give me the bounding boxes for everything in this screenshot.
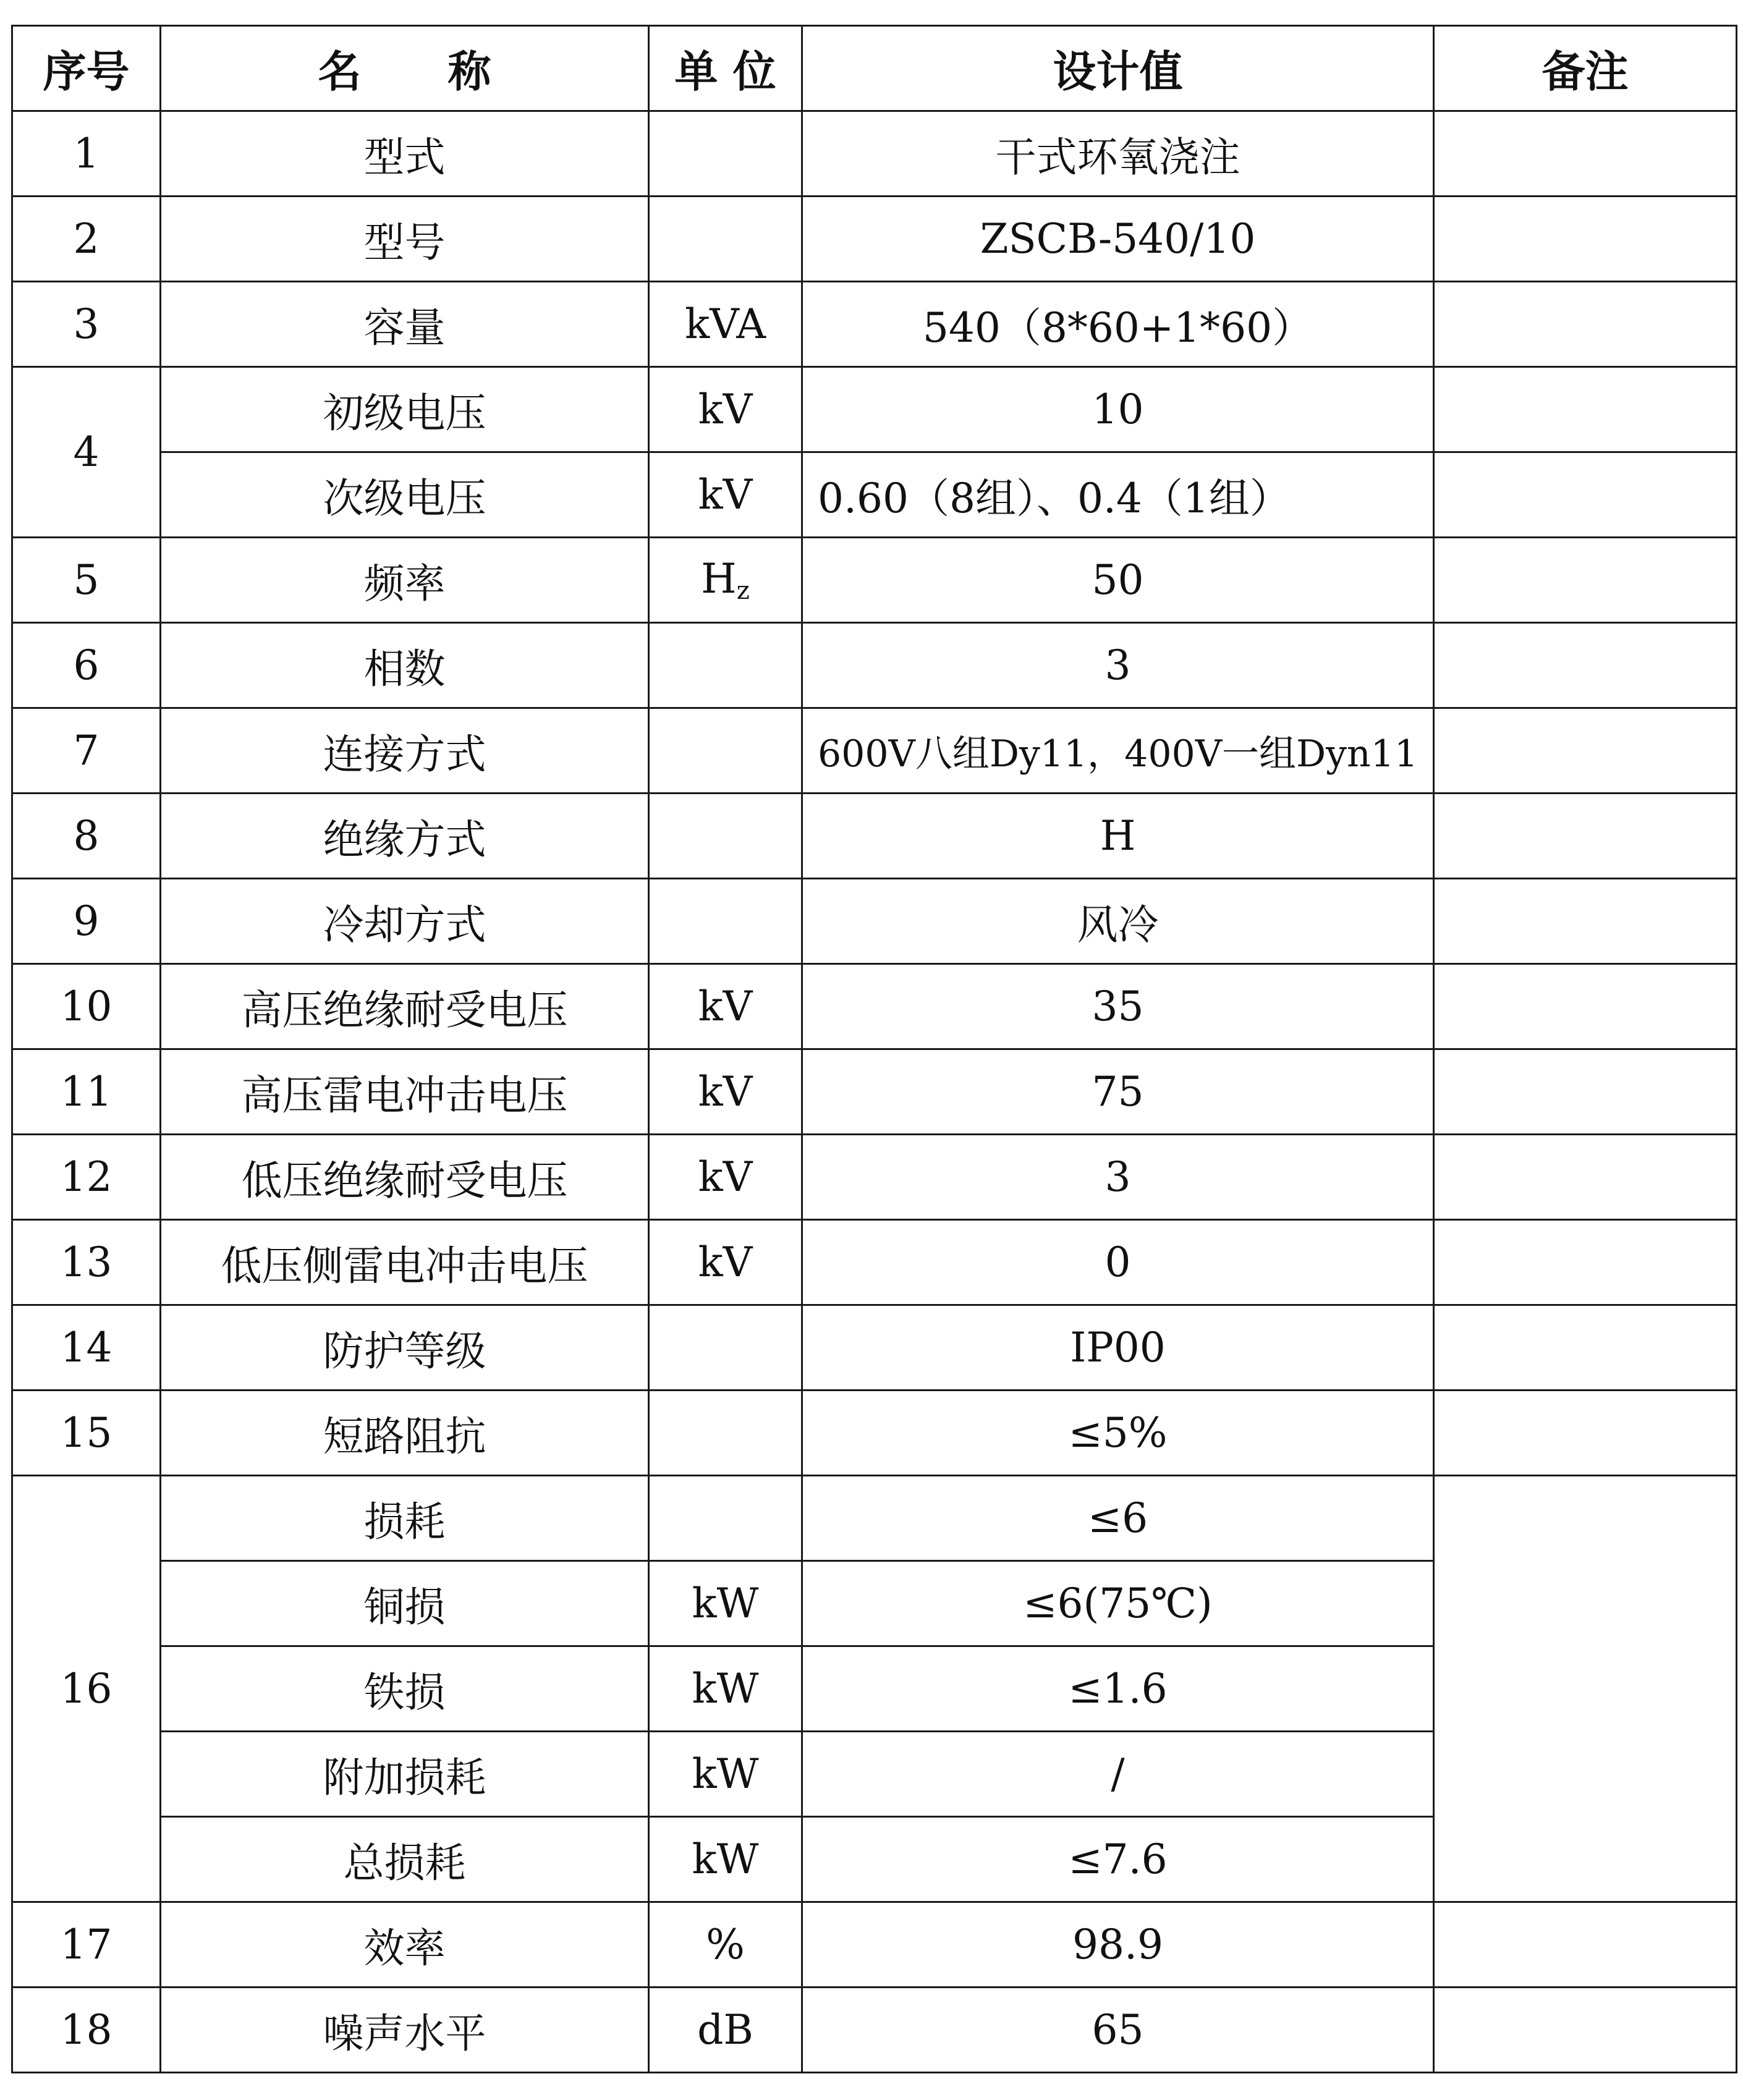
cell-note — [1434, 1476, 1737, 1902]
table-row — [12, 1988, 1737, 2073]
cell-name: 高压绝缘耐受电压 — [161, 964, 649, 1049]
cell-seq: 4 — [12, 367, 161, 538]
cell-name: 连接方式 — [161, 708, 649, 794]
cell-value: ZSCB-540/10 — [802, 197, 1434, 282]
cell-note — [1434, 1220, 1737, 1305]
table-row — [12, 538, 1737, 623]
table-row — [12, 794, 1737, 879]
cell-unit: dB — [649, 1988, 802, 2073]
table-row — [12, 964, 1737, 1049]
cell-unit — [649, 111, 802, 197]
cell-value: ≤1.6 — [802, 1646, 1434, 1732]
cell-value: 干式环氧浇注 — [802, 111, 1434, 197]
cell-name: 铁损 — [161, 1646, 649, 1732]
cell-name: 总损耗 — [161, 1817, 649, 1902]
header-name: 名 称 — [161, 26, 649, 111]
cell-value: 98.9 — [802, 1902, 1434, 1988]
cell-unit — [649, 1476, 802, 1561]
header-note: 备注 — [1434, 26, 1737, 111]
cell-name: 型号 — [161, 197, 649, 282]
cell-value: ≤6(75℃) — [802, 1561, 1434, 1646]
cell-seq: 11 — [12, 1049, 161, 1135]
cell-unit: kV — [649, 1220, 802, 1305]
cell-seq: 1 — [12, 111, 161, 197]
cell-seq: 18 — [12, 1988, 161, 2073]
cell-unit: kW — [649, 1561, 802, 1646]
cell-note — [1434, 708, 1737, 794]
cell-seq: 14 — [12, 1305, 161, 1391]
cell-unit: kV — [649, 367, 802, 452]
spec-table — [11, 25, 1737, 2073]
cell-unit: kVA — [649, 282, 802, 367]
cell-value: 0.60（8组）、0.4（1组） — [802, 452, 1434, 538]
cell-unit — [649, 197, 802, 282]
cell-note — [1434, 1391, 1737, 1476]
cell-seq: 5 — [12, 538, 161, 623]
cell-note — [1434, 111, 1737, 197]
cell-note — [1434, 1305, 1737, 1391]
cell-name: 容量 — [161, 282, 649, 367]
cell-seq: 17 — [12, 1902, 161, 1988]
cell-unit: kW — [649, 1817, 802, 1902]
cell-value: H — [802, 794, 1434, 879]
cell-unit — [649, 879, 802, 964]
cell-value: IP00 — [802, 1305, 1434, 1391]
cell-unit: kV — [649, 452, 802, 538]
cell-value: 3 — [802, 623, 1434, 708]
header-row — [12, 26, 1737, 111]
cell-name: 短路阻抗 — [161, 1391, 649, 1476]
cell-value: 0 — [802, 1220, 1434, 1305]
table-row — [12, 111, 1737, 197]
cell-name: 次级电压 — [161, 452, 649, 538]
cell-name: 高压雷电冲击电压 — [161, 1049, 649, 1135]
cell-unit: kW — [649, 1646, 802, 1732]
cell-unit — [649, 623, 802, 708]
cell-value: ≤5% — [802, 1391, 1434, 1476]
cell-unit — [649, 794, 802, 879]
cell-seq: 9 — [12, 879, 161, 964]
cell-value: 75 — [802, 1049, 1434, 1135]
cell-value: 风冷 — [802, 879, 1434, 964]
cell-seq: 7 — [12, 708, 161, 794]
cell-value: 3 — [802, 1135, 1434, 1220]
table-row — [12, 1305, 1737, 1391]
cell-seq: 12 — [12, 1135, 161, 1220]
cell-note — [1434, 282, 1737, 367]
cell-seq: 16 — [12, 1476, 161, 1902]
table-row — [12, 1049, 1737, 1135]
cell-name: 效率 — [161, 1902, 649, 1988]
cell-name: 相数 — [161, 623, 649, 708]
cell-value: 35 — [802, 964, 1434, 1049]
table-row — [12, 1220, 1737, 1305]
cell-note — [1434, 964, 1737, 1049]
cell-value: 600V八组Dy11，400V一组Dyn11 — [802, 708, 1434, 794]
cell-note — [1434, 367, 1737, 452]
cell-seq: 2 — [12, 197, 161, 282]
table-row — [12, 1135, 1737, 1220]
cell-seq: 10 — [12, 964, 161, 1049]
cell-name: 初级电压 — [161, 367, 649, 452]
cell-unit: % — [649, 1902, 802, 1988]
cell-name: 频率 — [161, 538, 649, 623]
cell-seq: 6 — [12, 623, 161, 708]
table-row — [12, 367, 1737, 452]
unit-main: H — [701, 555, 737, 603]
table-row — [12, 197, 1737, 282]
header-seq: 序号 — [12, 26, 161, 111]
table-row — [12, 282, 1737, 367]
cell-seq: 8 — [12, 794, 161, 879]
table-row — [12, 623, 1737, 708]
cell-name: 防护等级 — [161, 1305, 649, 1391]
cell-unit: kW — [649, 1732, 802, 1817]
unit-subscript: z — [736, 577, 750, 605]
table-row — [12, 708, 1737, 794]
table-row — [12, 879, 1737, 964]
cell-note — [1434, 879, 1737, 964]
cell-name: 绝缘方式 — [161, 794, 649, 879]
cell-seq: 3 — [12, 282, 161, 367]
cell-note — [1434, 1988, 1737, 2073]
table-row — [12, 1391, 1737, 1476]
cell-name: 低压绝缘耐受电压 — [161, 1135, 649, 1220]
cell-value: 10 — [802, 367, 1434, 452]
cell-note — [1434, 1049, 1737, 1135]
cell-note — [1434, 538, 1737, 623]
cell-unit — [649, 708, 802, 794]
cell-value: ≤6 — [802, 1476, 1434, 1561]
cell-note — [1434, 1902, 1737, 1988]
cell-seq: 15 — [12, 1391, 161, 1476]
cell-unit — [649, 538, 802, 623]
cell-unit: kV — [649, 1135, 802, 1220]
cell-unit: kV — [649, 1049, 802, 1135]
header-unit: 单 位 — [649, 26, 802, 111]
cell-value: 50 — [802, 538, 1434, 623]
table-row — [12, 452, 1737, 538]
cell-note — [1434, 197, 1737, 282]
cell-name: 噪声水平 — [161, 1988, 649, 2073]
cell-note — [1434, 794, 1737, 879]
cell-value: 65 — [802, 1988, 1434, 2073]
cell-note — [1434, 623, 1737, 708]
cell-unit — [649, 1305, 802, 1391]
cell-name: 损耗 — [161, 1476, 649, 1561]
cell-name: 铜损 — [161, 1561, 649, 1646]
cell-value: / — [802, 1732, 1434, 1817]
cell-note — [1434, 452, 1737, 538]
header-value: 设计值 — [802, 26, 1434, 111]
cell-value: 540（8*60+1*60） — [802, 282, 1434, 367]
cell-name: 附加损耗 — [161, 1732, 649, 1817]
table-row — [12, 1476, 1737, 1561]
cell-unit: kV — [649, 964, 802, 1049]
table-row — [12, 1902, 1737, 1988]
cell-seq: 13 — [12, 1220, 161, 1305]
cell-name: 冷却方式 — [161, 879, 649, 964]
cell-value: ≤7.6 — [802, 1817, 1434, 1902]
cell-name: 型式 — [161, 111, 649, 197]
cell-name: 低压侧雷电冲击电压 — [161, 1220, 649, 1305]
cell-unit — [649, 1391, 802, 1476]
cell-note — [1434, 1135, 1737, 1220]
